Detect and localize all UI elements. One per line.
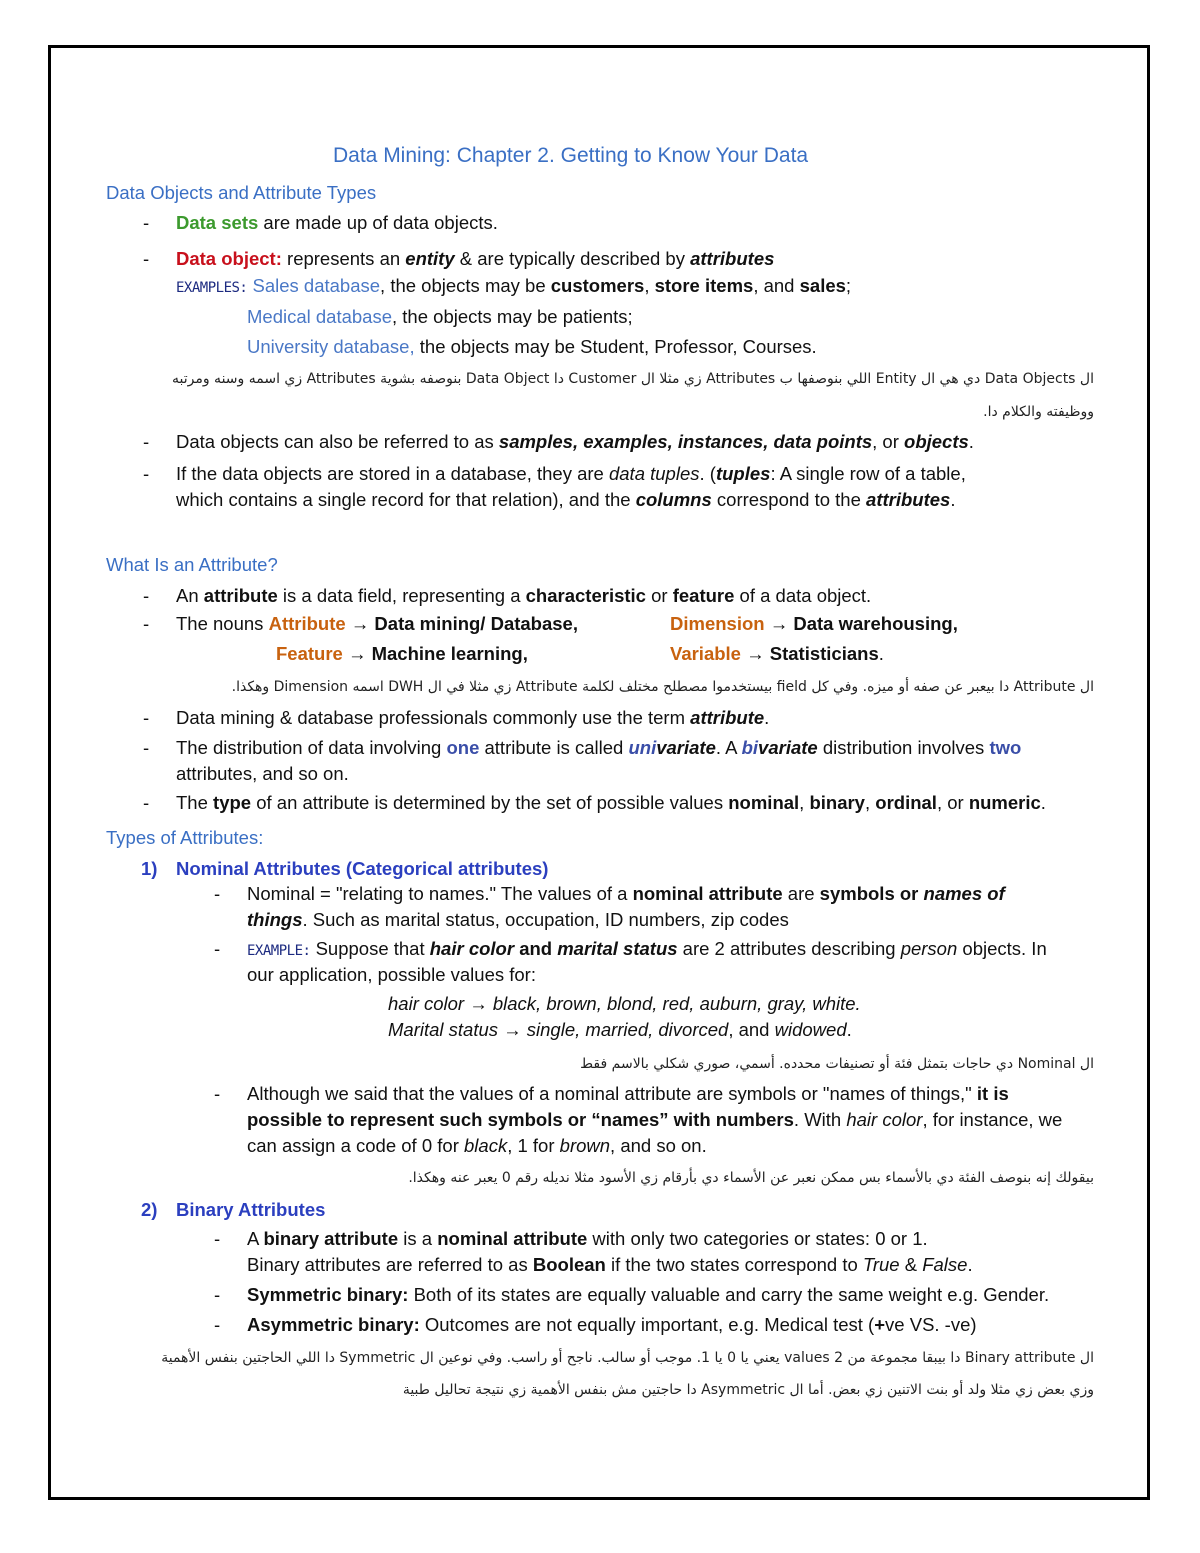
bullet-dash: - [214,1228,221,1249]
line-binary-boolean: Binary attributes are referred to as Boolean if the two states correspond to True & False. [247,1254,973,1275]
line-nouns-a: The nouns Attribute → Data mining/ Database, [176,613,578,634]
line-data-sets: Data sets are made up of data objects. [176,212,498,233]
line-nouns-c: Feature → Machine learning, [276,643,528,664]
subheading-binary: Binary Attributes [176,1199,326,1220]
bullet-dash: - [214,1314,221,1335]
line-nominal-numbers-cont: possible to represent such symbols or “names” with numbers. With hair color, for instance, we [247,1109,1063,1130]
subheading-number: 1) [141,858,158,879]
arabic-note: ال Binary attribute دا بيبقا مجموعة من values 2 يعني يا 0 يا 1. موجب أو سالب. ناجح أو راسب. وفي نوعين ال Symmetric دا اللي الحاجتين بنفس الأهمية [161,1350,1094,1366]
line-hair-color-values: hair color → black, brown, blond, red, auburn, gray, white. [388,993,861,1014]
line-attribute-def: An attribute is a data field, representing a characteristic or feature of a data object. [176,585,872,606]
arabic-note: ال Data Objects دي هي ال Entity اللي بنوصفها ب Attributes زي مثلا ال Customer دا Data Object بنوصفه بشوية Attributes زي اسمه وسنه ومرتبه [172,371,1094,387]
section-heading-types: Types of Attributes: [106,827,264,848]
section-heading-what-is-attribute: What Is an Attribute? [106,554,278,575]
subheading-nominal: Nominal Attributes (Categorical attributes) [176,858,549,879]
bullet-dash: - [143,585,150,606]
bullet-dash: - [214,883,221,904]
line-data-object: Data object: represents an entity & are typically described by attributes [176,248,775,269]
line-data-tuples: If the data objects are stored in a database, they are data tuples. (tuples: A single row of a table, [176,463,966,484]
line-binary-def: A binary attribute is a nominal attribute with only two categories or states: 0 or 1. [247,1228,928,1249]
arabic-note: ووظيفته والكلام دا. [983,404,1094,420]
line-marital-status-values: Marital status → single, married, divorced, and widowed. [388,1019,852,1040]
section-heading-data-objects: Data Objects and Attribute Types [106,182,377,203]
line-asymmetric-binary: Asymmetric binary: Outcomes are not equally important, e.g. Medical test (+ve VS. -ve) [247,1314,977,1335]
bullet-dash: - [143,707,150,728]
line-nominal-numbers: Although we said that the values of a nominal attribute are symbols or "names of things," it is [247,1083,1009,1104]
line-type: The type of an attribute is determined by the set of possible values nominal, binary, ordinal, or numeric. [176,792,1046,813]
line-nominal-def-cont: things. Such as marital status, occupation, ID numbers, zip codes [247,909,789,930]
arabic-note: ال Attribute دا بيعبر عن صفه أو ميزه. وفي كل field بيستخدموا مصطلح مختلف لكلمة Attribute زي مثلا في ال DWH اسمه Dimension وهكذا. [231,679,1094,695]
bullet-dash: - [143,463,150,484]
bullet-dash: - [143,792,150,813]
bullet-dash: - [143,613,150,634]
line-nominal-def: Nominal = "relating to names." The values of a nominal attribute are symbols or names of [247,883,1005,904]
bullet-dash: - [143,212,150,233]
line-distribution: The distribution of data involving one attribute is called univariate. A bivariate distribution involves two [176,737,1022,758]
line-symmetric-binary: Symmetric binary: Both of its states are equally valuable and carry the same weight e.g. Gender. [247,1284,1050,1305]
line-nominal-example: EXAMPLE: Suppose that hair color and marital status are 2 attributes describing person objects. In [247,938,1047,959]
line-nouns-b: Dimension → Data warehousing, [670,613,958,634]
line-distribution-cont: attributes, and so on. [176,763,349,784]
line-nouns-d: Variable → Statisticians. [670,643,884,664]
bullet-dash: - [143,737,150,758]
bullet-dash: - [214,1083,221,1104]
arabic-note: ال Nominal دي حاجات بتمثل فئة أو تصنيفات محدده. أسمي، صوري شكلي بالاسم فقط [580,1056,1094,1072]
subheading-number: 2) [141,1199,158,1220]
line-referred-as: Data objects can also be referred to as samples, examples, instances, data points, or objects. [176,431,974,452]
page-title: Data Mining: Chapter 2. Getting to Know Your Data [333,144,809,167]
line-professionals: Data mining & database professionals commonly use the term attribute. [176,707,770,728]
bullet-dash: - [143,431,150,452]
line-examples-university: University database, the objects may be Student, Professor, Courses. [247,336,817,357]
bullet-dash: - [214,938,221,959]
line-data-tuples-cont: which contains a single record for that relation), and the columns correspond to the attributes. [176,489,956,510]
bullet-dash: - [143,248,150,269]
bullet-dash: - [214,1284,221,1305]
line-examples-sales: EXAMPLES: Sales database, the objects may be customers, store items, and sales; [176,275,852,296]
line-nominal-numbers-cont2: can assign a code of 0 for black, 1 for brown, and so on. [247,1135,707,1156]
arabic-note: وزي بعض زي مثلا ولد أو بنت الاتنين زي بعض. أما ال Asymmetric دا حاجتين مش بنفس الأهمية زي نتيجة تحاليل طبية [402,1382,1094,1398]
arabic-note: بيقولك إنه بنوصف الفئة دي بالأسماء بس ممكن نعبر عن الأسماء دي بأرقام زي الأسود مثلا نديله رقم 0 يعبر عنه وهكذا. [408,1170,1094,1186]
line-nominal-example-cont: our application, possible values for: [247,964,536,985]
line-examples-medical: Medical database, the objects may be patients; [247,306,633,327]
